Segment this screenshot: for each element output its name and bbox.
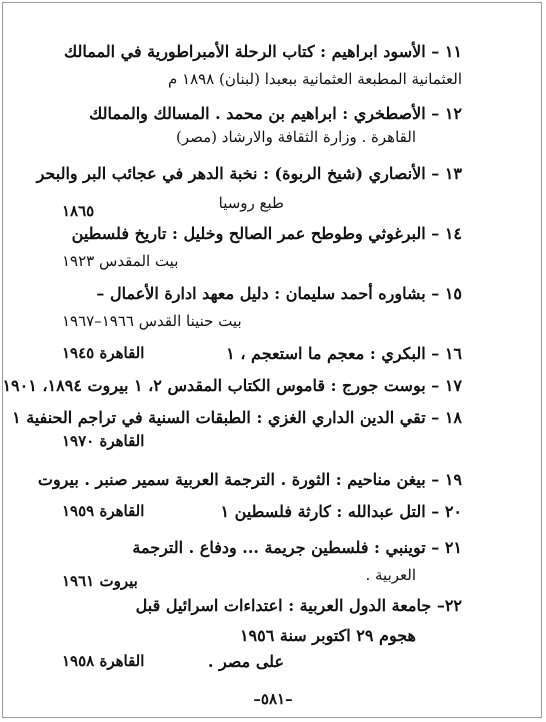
entry-15-line2: بيت حنينا القدس ١٩٦٦–١٩٦٧	[62, 312, 242, 330]
entry-13-line2-right: طبع روسيا	[218, 194, 284, 212]
entry-18-line2-left: القاهرة ١٩٧٠	[62, 432, 145, 450]
entry-11-line1: ١١ – الأسود ابراهيم : كتاب الرحلة الأمبراطورية في الممالك	[63, 42, 462, 61]
entry-14-line1: ١٤ – البرغوثي وطوطح عمر الصالح وخليل : تاريخ فلسطين	[71, 224, 462, 243]
entry-16-line1-left: القاهرة ١٩٤٥	[62, 344, 145, 362]
entry-17-line1: ١٧ – بوست جورج : قاموس الكتاب المقدس ٢، ١ بيروت ١٨٩٤، ١٩٠١	[2, 376, 462, 395]
entry-22-line1: ٢٢– جامعة الدول العربية : اعتداءات اسرائيل قبل	[135, 596, 462, 615]
entry-22-line3-right: على مصر .	[207, 652, 284, 671]
entry-13-line2-left: ١٨٦٥	[62, 202, 95, 220]
entry-12-line1: ١٢ – الأصطخري : ابراهيم بن محمد . المسالك والممالك	[89, 104, 462, 123]
entry-20-line1: ٢٠ – التل عبدالله : كارثة فلسطين ١	[220, 502, 462, 521]
entry-18-line1: ١٨ – تقي الدين الداري الغزي : الطبقات السنية في تراجم الحنفية ١	[12, 408, 462, 427]
page-number: –٥٨١–	[253, 690, 293, 708]
entry-13-line1: ١٣ – الأنصاري (شيخ الربوة) : نخبة الدهر في عجائب البر والبحر	[36, 164, 462, 183]
entry-16-line1: ١٦ – البكري : معجم ما استعجم ، ١	[226, 344, 462, 363]
entry-21-line2-left: بيروت ١٩٦١	[62, 572, 138, 590]
entry-22-line2: هجوم ٢٩ اكتوبر سنة ١٩٥٦	[239, 626, 416, 645]
entry-15-line1: ١٥ – بشاوره أحمد سليمان : دليل معهد ادارة الأعمال –	[96, 284, 462, 303]
entry-21-line1: ٢١ – توينبي : فلسطين جريمة ... ودفاع . الترجمة	[132, 538, 462, 557]
entry-19-line1: ١٩ – بيغن مناحيم : الثورة . الترجمة العربية سمير صنبر . بيروت	[37, 470, 462, 489]
entry-20-line1-left: القاهرة ١٩٥٩	[62, 502, 145, 520]
entry-22-line3-left: القاهرة ١٩٥٨	[62, 652, 145, 670]
entry-14-line2: بيت المقدس ١٩٢٣	[62, 252, 179, 270]
entry-12-line2: القاهرة . وزارة الثقافة والارشاد (مصر)	[176, 128, 416, 146]
entry-21-line2-right: العربية .	[365, 566, 416, 584]
entry-11-line2: العثمانية المطبعة العثمانية ببعبدا (لبنان) ١٨٩٨ م	[167, 70, 462, 88]
